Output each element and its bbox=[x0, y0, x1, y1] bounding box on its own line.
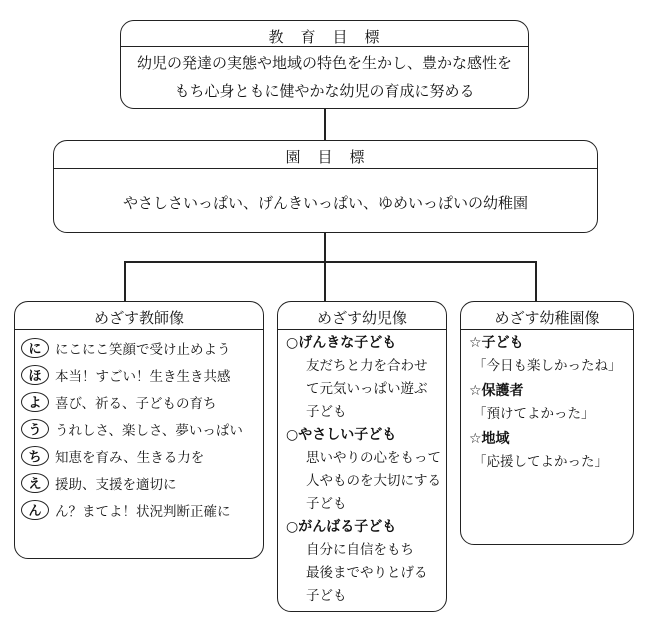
connector-school-to-branch bbox=[324, 232, 326, 262]
child-group-heading: ○がんばる子ども bbox=[286, 519, 397, 535]
teacher-item-text: にこにこ笑顔で受け止めよう bbox=[55, 341, 231, 358]
teacher-image-divider bbox=[15, 329, 263, 330]
kindergarten-group-heading: ☆子ども bbox=[469, 335, 524, 351]
list-item bbox=[21, 415, 259, 442]
teacher-item-text: うれしさ、楽しさ、夢いっぱい bbox=[55, 422, 243, 439]
school-goal-divider bbox=[54, 168, 597, 169]
kindergarten-group-heading: ☆保護者 bbox=[469, 383, 524, 399]
child-image-list bbox=[286, 332, 444, 608]
circled-character: う bbox=[21, 419, 49, 439]
teacher-item-text: 知恵を育み、生きる力を bbox=[55, 449, 205, 466]
child-group-line: 子ども bbox=[306, 588, 347, 604]
school-goal-box bbox=[53, 140, 598, 233]
child-image-box bbox=[277, 301, 447, 612]
connector-education-to-school bbox=[324, 108, 326, 141]
kindergarten-image-title: めざす幼稚園像 bbox=[494, 309, 600, 327]
connector-branch-kindergarten bbox=[535, 261, 537, 302]
list-item bbox=[21, 442, 259, 469]
education-goal-box bbox=[120, 20, 529, 109]
education-goal-line: もち心身ともに健やかな幼児の育成に努める bbox=[174, 82, 475, 100]
circled-character: え bbox=[21, 473, 49, 493]
kindergarten-group-quote: 「応援してよかった」 bbox=[473, 454, 608, 470]
child-group-line: 子ども bbox=[306, 496, 347, 512]
circled-character: に bbox=[21, 338, 49, 358]
teacher-item-text: 喜び、祈る、子どもの育ち bbox=[55, 395, 217, 412]
circled-character: ほ bbox=[21, 365, 49, 385]
list-item bbox=[21, 496, 259, 523]
child-group-line: 自分に自信をもち bbox=[306, 542, 414, 558]
child-group-heading: ○やさしい子ども bbox=[286, 427, 397, 443]
education-goal-line: 幼児の発達の実態や地域の特色を生かし、豊かな感性を bbox=[136, 54, 512, 72]
school-goal-text: やさしさいっぱい、げんきいっぱい、ゆめいっぱいの幼稚園 bbox=[122, 194, 528, 212]
child-image-title: めざす幼児像 bbox=[316, 309, 407, 327]
list-item bbox=[21, 388, 259, 415]
teacher-item-text: 援助、支援を適切に bbox=[55, 476, 177, 493]
connector-branch-horizontal bbox=[124, 261, 536, 263]
circled-character: ん bbox=[21, 500, 49, 520]
connector-branch-teacher bbox=[124, 261, 126, 302]
kindergarten-group-quote: 「預けてよかった」 bbox=[473, 406, 595, 422]
school-goal-title: 園 目 標 bbox=[285, 148, 366, 166]
education-goal-divider bbox=[121, 46, 528, 47]
child-image-divider bbox=[278, 329, 446, 330]
list-item bbox=[21, 469, 259, 496]
child-group-heading: ○げんきな子ども bbox=[286, 335, 397, 351]
child-group-line: 思いやりの心をもって bbox=[306, 450, 441, 466]
education-goal-title: 教 育 目 標 bbox=[268, 28, 381, 46]
education-goal-text bbox=[121, 49, 528, 105]
kindergarten-image-box bbox=[460, 301, 634, 545]
list-item bbox=[21, 334, 259, 361]
list-item bbox=[21, 361, 259, 388]
teacher-image-box bbox=[14, 301, 264, 559]
teacher-item-text: ん？まてよ！状況判断正確に bbox=[55, 503, 231, 520]
child-group-line: 子ども bbox=[306, 404, 347, 420]
kindergarten-image-list bbox=[469, 332, 631, 476]
circled-character: よ bbox=[21, 392, 49, 412]
child-group-line: 友だちと力を合わせ bbox=[306, 358, 428, 374]
kindergarten-image-divider bbox=[461, 329, 633, 330]
kindergarten-group-heading: ☆地域 bbox=[469, 431, 510, 447]
teacher-item-text: 本当！すごい！生き生き共感 bbox=[55, 368, 231, 385]
teacher-image-title: めざす教師像 bbox=[93, 309, 184, 327]
child-group-line: 人やものを大切にする bbox=[306, 473, 441, 489]
child-group-line: て元気いっぱい遊ぶ bbox=[306, 381, 428, 397]
connector-branch-child bbox=[324, 261, 326, 302]
circled-character: ち bbox=[21, 446, 49, 466]
teacher-image-list bbox=[21, 334, 259, 523]
child-group-line: 最後までやりとげる bbox=[306, 565, 428, 581]
kindergarten-group-quote: 「今日も楽しかったね」 bbox=[473, 358, 622, 374]
